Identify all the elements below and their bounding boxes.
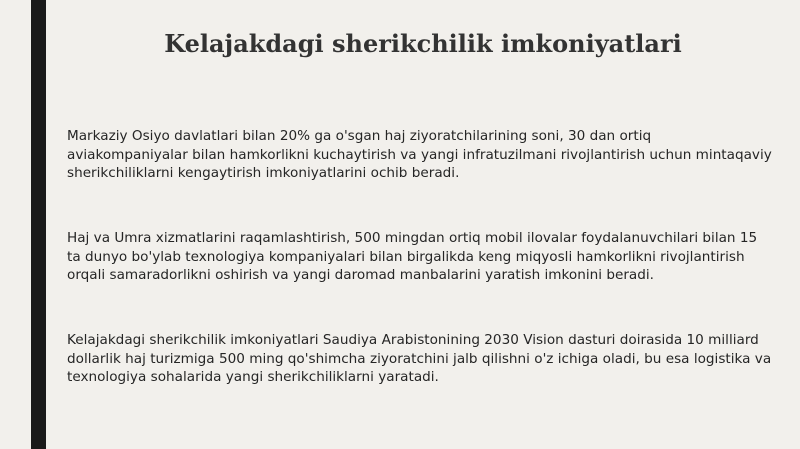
- accent-bar: [31, 0, 46, 449]
- paragraph-digitalization: Haj va Umra xizmatlarini raqamlashtirish, 500 mingdan ortiq mobil ilovalar foydalanuvchilari bilan 15 ta dunyo bo'ylab texnologiya kompaniyalari bilan birgalikda keng miqyosli hamkorlikni rivojlantirish orqali samaradorlikni oshirish va yangi daromad manbalarini yaratish imkonini beradi.: [67, 230, 758, 283]
- paragraph-vision-2030: Kelajakdagi sherikchilik imkoniyatlari Saudiya Arabistonining 2030 Vision dasturi doirasida 10 milliard dollarlik haj turizmiga 500 ming qo'shimcha ziyoratchini jalb qilishni o'z ichiga oladi, bu esa logistika va texnologiya sohalarida yangi sherikchiliklarni yaratadi.: [67, 332, 772, 385]
- slide-title: Kelajakdagi sherikchilik imkoniyatlari: [164, 29, 682, 58]
- paragraph-regional-partnerships: Markaziy Osiyo davlatlari bilan 20% ga o'sgan haj ziyoratchilarining soni, 30 dan ortiq aviakompaniyalar bilan hamkorlikni kuchaytirish va yangi infratuzilmani rivojlantirish uchun mintaqaviy sherikchiliklarni kengaytirish imkoniyatlarini ochib beradi.: [67, 128, 772, 181]
